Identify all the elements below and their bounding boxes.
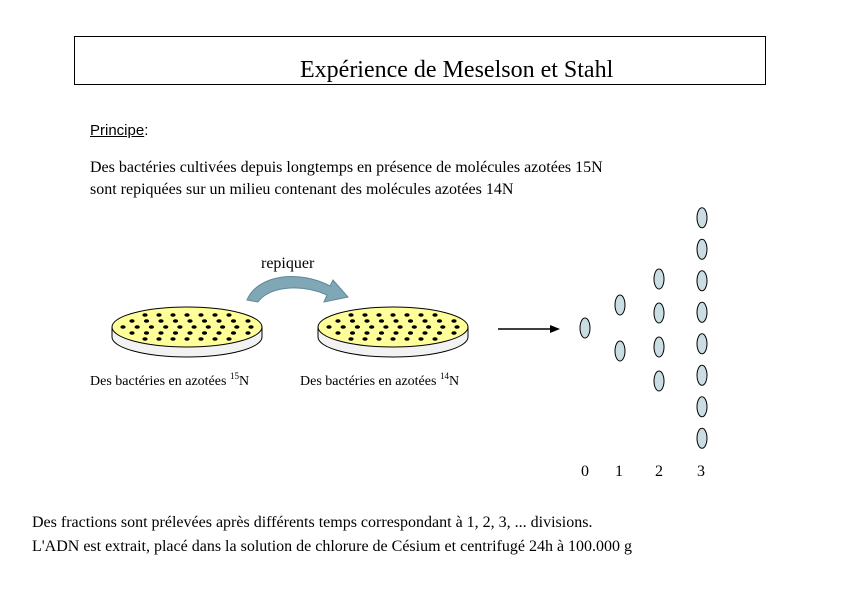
dna-band-stage-2 <box>654 303 664 323</box>
petri-dish-15n <box>112 307 262 357</box>
bacterium-dot <box>390 313 395 317</box>
bacterium-dot <box>245 331 250 335</box>
bacterium-dot <box>364 331 369 335</box>
repiquer-label: repiquer <box>261 255 315 272</box>
dna-band-stage-3 <box>697 302 707 322</box>
bacterium-dot <box>184 337 189 341</box>
principle-line-1: Des bactéries cultivées depuis longtemps en présence de molécules azotées 15N <box>90 159 603 176</box>
bacterium-dot <box>437 319 442 323</box>
bacterium-dot <box>422 331 427 335</box>
dna-band-stage-3 <box>697 271 707 291</box>
bacterium-dot <box>404 313 409 317</box>
bacterium-dot <box>341 325 346 329</box>
bacterium-dot <box>135 325 140 329</box>
bacterium-dot <box>202 331 207 335</box>
bacterium-dot <box>245 319 250 323</box>
dna-band-stage-3 <box>697 208 707 228</box>
bacterium-dot <box>379 319 384 323</box>
bacterium-dot <box>248 325 253 329</box>
bacterium-dot <box>149 325 154 329</box>
bacterium-dot <box>404 337 409 341</box>
bacterium-dot <box>156 313 161 317</box>
bacterium-dot <box>408 331 413 335</box>
dna-band-stage-3 <box>697 428 707 448</box>
bacterium-dot <box>440 325 445 329</box>
bacterium-dot <box>170 313 175 317</box>
result-arrow <box>498 325 560 333</box>
bacterium-dot <box>184 313 189 317</box>
principe-colon: : <box>144 122 149 139</box>
bacterium-dot <box>432 337 437 341</box>
bacterium-dot <box>120 325 125 329</box>
bacterium-dot <box>451 319 456 323</box>
bacterium-dot <box>348 337 353 341</box>
dna-band-stage-3 <box>697 239 707 259</box>
bacterium-dot <box>163 325 168 329</box>
bacterium-dot <box>355 325 360 329</box>
dna-band-stage-2 <box>654 371 664 391</box>
stage-label-2: 2 <box>655 463 663 480</box>
bacterium-dot <box>142 337 147 341</box>
bacterium-dot <box>376 313 381 317</box>
bacterium-dot <box>418 313 423 317</box>
dna-band-stage-3 <box>697 397 707 417</box>
bacterium-dot <box>408 319 413 323</box>
bacterium-dot <box>383 325 388 329</box>
bacterium-dot <box>144 331 149 335</box>
bacterium-dot <box>432 313 437 317</box>
bacterium-dot <box>362 337 367 341</box>
bacterium-dot <box>198 337 203 341</box>
dna-band-stage-1 <box>615 341 625 361</box>
dna-band-stage-3 <box>697 334 707 354</box>
bacterium-dot <box>158 319 163 323</box>
bacterium-dot <box>226 313 231 317</box>
bacterium-dot <box>216 331 221 335</box>
bacterium-dot <box>393 331 398 335</box>
transfer-arrow <box>247 277 348 302</box>
bacterium-dot <box>226 337 231 341</box>
bacterium-dot <box>364 319 369 323</box>
bacterium-dot <box>335 331 340 335</box>
bacterium-dot <box>454 325 459 329</box>
bacterium-dot <box>187 331 192 335</box>
bacterium-dot <box>206 325 211 329</box>
bacterium-dot <box>142 313 147 317</box>
bacterium-dot <box>335 319 340 323</box>
bacterium-dot <box>212 313 217 317</box>
stage-label-1: 1 <box>615 463 623 480</box>
dna-band-stage-2 <box>654 269 664 289</box>
bacterium-dot <box>362 313 367 317</box>
bacterium-dot <box>418 337 423 341</box>
bacterium-dot <box>398 325 403 329</box>
bacterium-dot <box>216 319 221 323</box>
bacterium-dot <box>231 319 236 323</box>
dish-caption-14n: Des bactéries en azotées $^{14}$N <box>300 371 460 389</box>
bacterium-dot <box>326 325 331 329</box>
bacterium-dot <box>422 319 427 323</box>
stage-label-3: 3 <box>697 463 705 480</box>
bacterium-dot <box>350 319 355 323</box>
bacterium-dot <box>412 325 417 329</box>
page-title: Expérience de Meselson et Stahl <box>300 57 614 83</box>
stage-label-0: 0 <box>581 463 589 480</box>
dish-caption-15n: Des bactéries en azotées $^{15}$N <box>90 371 250 389</box>
dna-band-stage-3 <box>697 365 707 385</box>
bacterium-dot <box>437 331 442 335</box>
bacterium-dot <box>234 325 239 329</box>
bacterium-dot <box>348 313 353 317</box>
principle-line-2: sont repiquées sur un milieu contenant des molécules azotées 14N <box>90 181 514 198</box>
bacterium-dot <box>451 331 456 335</box>
method-line-2: L'ADN est extrait, placé dans la solution de chlorure de Césium et centrifugé 24h à 100.000 g <box>32 538 633 555</box>
bacterium-dot <box>379 331 384 335</box>
bacterium-dot <box>212 337 217 341</box>
dna-band-stage-2 <box>654 337 664 357</box>
bacterium-dot <box>369 325 374 329</box>
bacterium-dot <box>158 331 163 335</box>
principe-label: Principe <box>90 122 145 139</box>
bacterium-dot <box>350 331 355 335</box>
dna-band-stage-1 <box>615 295 625 315</box>
bacterium-dot <box>173 331 178 335</box>
bacterium-dot <box>173 319 178 323</box>
bacterium-dot <box>187 319 192 323</box>
bacterium-dot <box>129 319 134 323</box>
petri-dish-14n <box>318 307 468 357</box>
bacterium-dot <box>231 331 236 335</box>
dna-bands <box>580 208 707 448</box>
dna-band-stage-0 <box>580 318 590 338</box>
bacterium-dot <box>144 319 149 323</box>
bacterium-dot <box>426 325 431 329</box>
bacterium-dot <box>170 337 175 341</box>
bacterium-dot <box>376 337 381 341</box>
bacterium-dot <box>192 325 197 329</box>
bacterium-dot <box>156 337 161 341</box>
bacterium-dot <box>393 319 398 323</box>
bacterium-dot <box>177 325 182 329</box>
bacterium-dot <box>129 331 134 335</box>
bacterium-dot <box>390 337 395 341</box>
method-line-1: Des fractions sont prélevées après différents temps correspondant à 1, 2, 3, ... divisions. <box>32 514 593 531</box>
bacterium-dot <box>220 325 225 329</box>
bacterium-dot <box>198 313 203 317</box>
bacterium-dot <box>202 319 207 323</box>
